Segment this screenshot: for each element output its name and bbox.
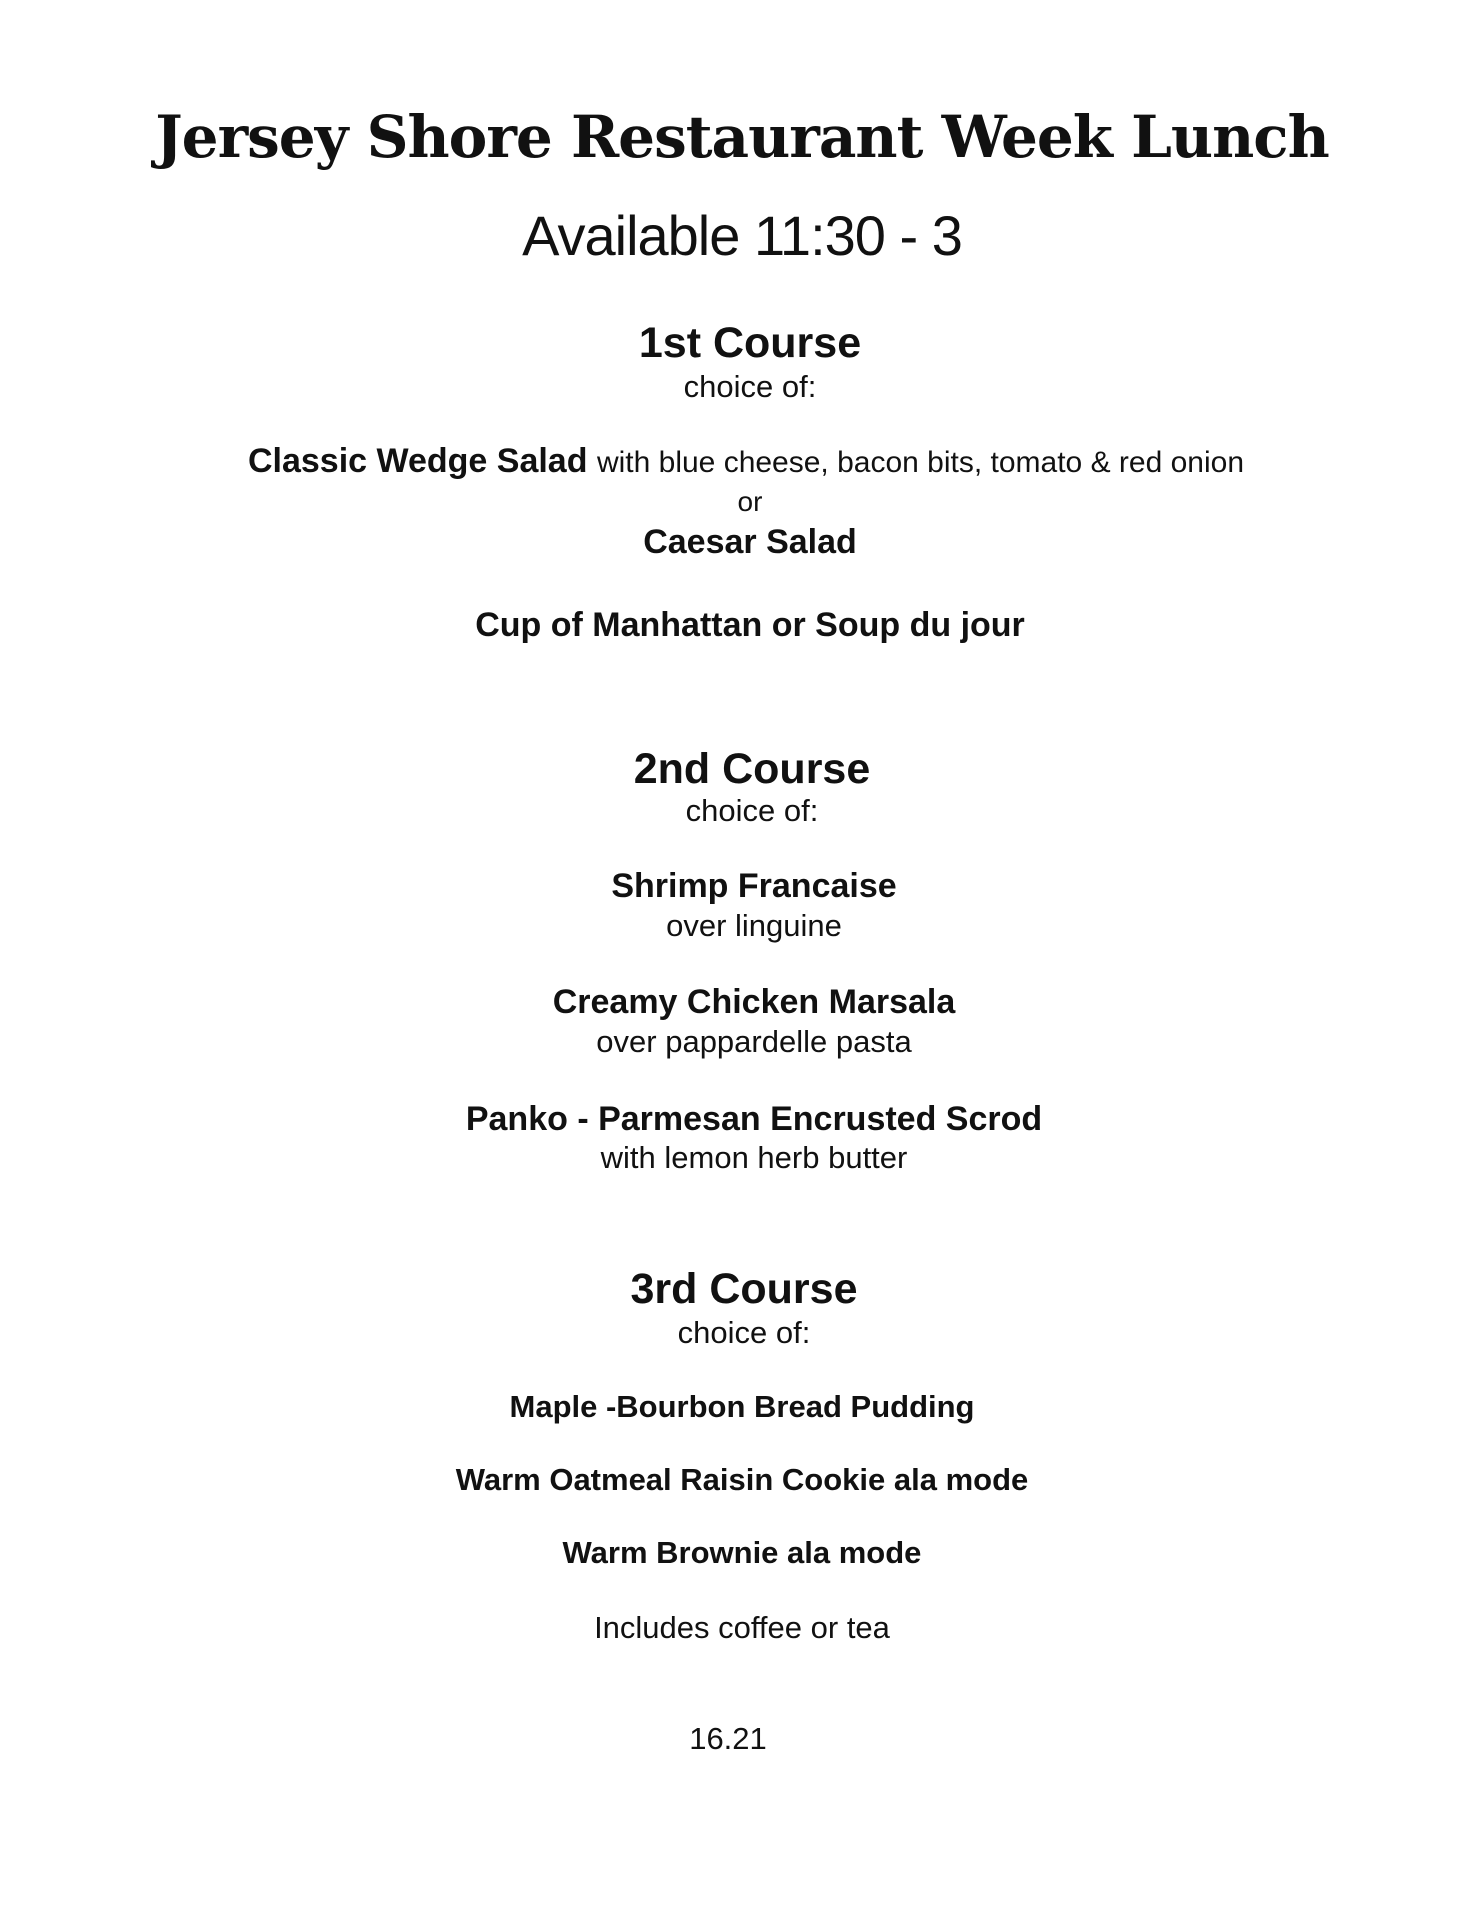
includes-note: Includes coffee or tea: [594, 1610, 890, 1645]
availability-hours: Available 11:30 - 3: [522, 204, 962, 267]
menu-price: 16.21: [689, 1721, 767, 1756]
course1-item1: [0, 444, 1484, 478]
course3-heading: 3rd Course: [630, 1265, 858, 1313]
course3-item1-name: Maple -Bourbon Bread Pudding: [509, 1389, 975, 1424]
course2-item3-name: Panko - Parmesan Encrusted Scrod: [465, 1100, 1043, 1138]
course3-item2-name: Warm Oatmeal Raisin Cookie ala mode: [455, 1462, 1029, 1497]
course2-item2-desc: over pappardelle pasta: [596, 1024, 912, 1059]
course2-item3-desc: with lemon herb butter: [600, 1140, 908, 1175]
menu-title: Jersey Shore Restaurant Week Lunch: [155, 103, 1329, 171]
course1-item1-name: Classic Wedge Salad: [247, 442, 588, 480]
course1-heading: 1st Course: [638, 319, 862, 367]
course3-choice-label: choice of:: [677, 1315, 811, 1350]
course2-item1-name: Shrimp Francaise: [611, 867, 897, 905]
course3-item3-name: Warm Brownie ala mode: [562, 1535, 922, 1570]
course1-item1-desc: with blue cheese, bacon bits, tomato & red onion: [596, 446, 1245, 479]
course2-choice-label: choice of:: [685, 793, 819, 828]
course1-item3-name: Cup of Manhattan or Soup du jour: [475, 606, 1025, 644]
course2-item2-name: Creamy Chicken Marsala: [552, 983, 956, 1021]
course1-choice-label: choice of:: [683, 369, 817, 404]
course1-or: or: [737, 486, 763, 517]
course1-item2-name: Caesar Salad: [643, 523, 857, 561]
course2-item1-desc: over linguine: [666, 908, 842, 943]
course2-heading: 2nd Course: [633, 745, 871, 793]
